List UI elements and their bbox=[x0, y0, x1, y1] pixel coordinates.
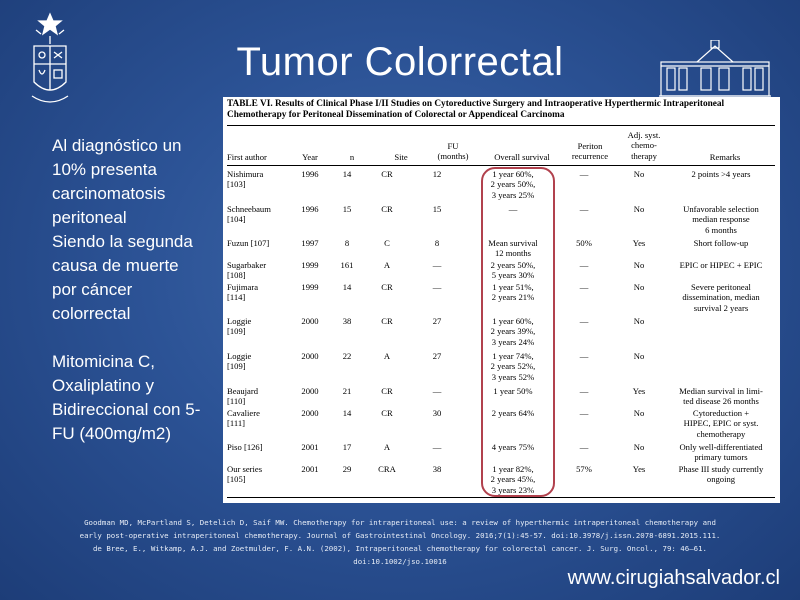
cell-author bbox=[227, 260, 295, 282]
caption-line: TABLE VI. Results of Clinical Phase I/II Studies on Cytoreductive Surgery and Intraoperative Hyperthermic Intraperitoneal bbox=[227, 99, 725, 109]
cell-line: Beaujard bbox=[227, 386, 259, 396]
text-line: carcinomatosis bbox=[52, 184, 166, 203]
cell-author bbox=[227, 169, 295, 204]
cell-fu: — bbox=[432, 386, 442, 396]
table-header-rule bbox=[227, 165, 775, 166]
cell-line: 1 year 82%, bbox=[492, 464, 534, 474]
cell-n: 22 bbox=[342, 351, 352, 361]
cell-year: 2000 bbox=[301, 316, 319, 326]
cell-site: CR bbox=[381, 282, 393, 292]
cell-adj: No bbox=[633, 260, 645, 270]
cell-site: A bbox=[383, 260, 391, 270]
cell-line: chemotherapy bbox=[696, 428, 746, 439]
text-line: Siendo la segunda bbox=[52, 232, 193, 251]
cell-site: CR bbox=[381, 204, 393, 214]
cell-periton: — bbox=[579, 204, 589, 214]
cell-line: primary tumors bbox=[694, 452, 748, 463]
cell-n: 38 bbox=[342, 316, 352, 326]
cell-fu: 12 bbox=[432, 169, 442, 179]
cell-adj: Yes bbox=[632, 464, 646, 474]
cell-line: Loggie bbox=[227, 351, 252, 361]
cell-remarks bbox=[667, 204, 775, 238]
cell-line: 2 years 50%, bbox=[490, 179, 536, 190]
table-caption bbox=[227, 99, 776, 121]
cell-line: [108] bbox=[227, 270, 246, 281]
slide-title: Tumor Colorrectal bbox=[236, 40, 564, 84]
cell-line: 1 year 60%, bbox=[492, 316, 534, 326]
cell-line: median response bbox=[692, 214, 750, 225]
cell-year: 2000 bbox=[301, 351, 319, 361]
reference-line: Goodman MD, McPartland S, Detelich D, Saif MW. Chemotherapy for intraperitoneal use: a review of hyperthermic intraperitoneal chemotherapy and bbox=[84, 518, 716, 527]
cell-line: Our series bbox=[227, 464, 263, 474]
text-line: Al diagnóstico un bbox=[52, 136, 182, 155]
cell-line: 2 years 50%, bbox=[490, 260, 536, 270]
header-remarks: Remarks bbox=[709, 152, 741, 162]
cell-year: 2000 bbox=[301, 408, 319, 418]
cell-fu: — bbox=[432, 260, 442, 270]
cell-periton: — bbox=[579, 282, 589, 292]
header-author: First author bbox=[227, 152, 267, 162]
cell-line: Short follow-up bbox=[693, 238, 749, 248]
left-summary-text bbox=[52, 134, 222, 470]
cell-line: Severe peritoneal bbox=[691, 282, 751, 292]
cell-line: survival 2 years bbox=[693, 302, 749, 313]
text-line: FU (400mg/m2) bbox=[52, 424, 172, 443]
cell-line: [104] bbox=[227, 214, 246, 225]
cell-line: 1 year 51%, bbox=[492, 282, 534, 292]
cell-fu: 38 bbox=[432, 464, 442, 474]
website-link[interactable]: www.cirugiahsalvador.cl bbox=[567, 567, 780, 589]
cell-periton: 50% bbox=[576, 238, 592, 248]
cell-site: CR bbox=[381, 386, 393, 396]
cell-author bbox=[227, 282, 295, 316]
cell-remarks bbox=[667, 282, 775, 316]
table-bottom-rule bbox=[227, 497, 775, 498]
cell-remarks bbox=[667, 464, 775, 499]
cell-line: 6 months bbox=[705, 224, 737, 235]
cell-fu: 8 bbox=[434, 238, 440, 248]
header-periton-line: Periton bbox=[577, 141, 603, 151]
cell-adj: No bbox=[633, 442, 645, 452]
cell-year: 2001 bbox=[301, 442, 319, 452]
cell-fu: — bbox=[432, 282, 442, 292]
cell-line: Unfavorable selection bbox=[683, 204, 759, 214]
cell-line: Fuzun [107] bbox=[227, 238, 270, 248]
cell-line: HIPEC, EPIC or syst. bbox=[683, 418, 759, 429]
cell-author bbox=[227, 316, 295, 351]
cell-year: 1997 bbox=[301, 238, 319, 248]
cell-author bbox=[227, 408, 295, 442]
cell-line: [114] bbox=[227, 292, 246, 303]
cell-fu: 27 bbox=[432, 351, 442, 361]
cell-periton: — bbox=[579, 442, 589, 452]
cell-author bbox=[227, 442, 295, 464]
cell-n: 14 bbox=[342, 282, 352, 292]
header-adj bbox=[619, 130, 669, 161]
cell-author bbox=[227, 238, 295, 260]
cell-line: Only well-differentiated bbox=[679, 442, 763, 452]
cell-remarks bbox=[667, 238, 775, 260]
cell-periton: — bbox=[579, 169, 589, 179]
cell-line: dissemination, median bbox=[682, 292, 760, 303]
cell-line: Cytoreduction + bbox=[692, 408, 750, 418]
cell-site: CR bbox=[381, 316, 393, 326]
cell-line: Phase III study currently bbox=[678, 464, 764, 474]
reference-line: de Bree, E., Witkamp, A.J. and Zoetmulder, F. A.N. (2002), Intraperitoneal chemotherapy for colorectal cancer. J. Surg. Oncol., 79: 46–61. bbox=[92, 544, 708, 553]
cell-line: [109] bbox=[227, 326, 246, 337]
cell-adj: Yes bbox=[632, 238, 646, 248]
text-line: Oxaliplatino y bbox=[52, 376, 155, 395]
cell-line: 1 year 50% bbox=[493, 386, 533, 396]
cell-remarks bbox=[667, 408, 775, 442]
cell-n: 14 bbox=[342, 169, 352, 179]
cell-fu: 30 bbox=[432, 408, 442, 418]
cell-periton: — bbox=[579, 408, 589, 418]
cell-line: Cavaliere bbox=[227, 408, 260, 418]
header-adj-line: chemo- bbox=[631, 140, 657, 151]
cell-adj: No bbox=[633, 204, 645, 214]
cell-n: 17 bbox=[342, 442, 352, 452]
cell-line: — bbox=[508, 204, 518, 214]
header-adj-line: Adj. syst. bbox=[627, 130, 661, 140]
cell-adj: No bbox=[633, 169, 645, 179]
cell-remarks bbox=[667, 169, 775, 204]
cell-year: 1999 bbox=[301, 260, 319, 270]
cell-line: 3 years 25% bbox=[491, 189, 535, 200]
cell-line: 2 points >4 years bbox=[691, 169, 751, 179]
cell-line: 5 years 30% bbox=[491, 270, 535, 281]
cell-line: Sugarbaker bbox=[227, 260, 267, 270]
cell-line: 3 years 24% bbox=[491, 336, 535, 347]
cell-line: 3 years 23% bbox=[491, 484, 535, 495]
cell-n: 8 bbox=[344, 238, 350, 248]
text-line: colorrectal bbox=[52, 304, 131, 323]
cell-adj: No bbox=[633, 351, 645, 361]
cell-adj: Yes bbox=[632, 386, 646, 396]
cell-n: 29 bbox=[342, 464, 352, 474]
reference-line: early post-operative intraperitoneal chemotherapy. Journal of Gastrointestinal Oncology. 2016;7(1):45-57. doi:10.3978/j.issn.2078-6891.2015.111. bbox=[79, 531, 721, 540]
cell-fu: 15 bbox=[432, 204, 442, 214]
header-year: Year bbox=[302, 152, 318, 162]
cell-adj: No bbox=[633, 408, 645, 418]
text-line: peritoneal bbox=[52, 208, 127, 227]
table-top-rule bbox=[227, 125, 775, 126]
header-n: n bbox=[349, 152, 355, 162]
header-periton bbox=[564, 141, 616, 162]
cell-periton: — bbox=[579, 386, 589, 396]
cell-site: A bbox=[383, 442, 391, 452]
cell-line: [110] bbox=[227, 396, 246, 407]
text-line: Mitomicina C, bbox=[52, 352, 155, 371]
cell-site: C bbox=[384, 238, 390, 248]
cell-line: 1 year 74%, bbox=[492, 351, 534, 361]
cell-site: A bbox=[383, 351, 391, 361]
header-periton-line: recurrence bbox=[571, 151, 609, 162]
cell-line: Median survival in limi- bbox=[679, 386, 763, 396]
treatment-paragraph bbox=[52, 350, 222, 446]
cell-n: 15 bbox=[342, 204, 352, 214]
cell-periton: 57% bbox=[576, 464, 592, 474]
cell-site: CR bbox=[381, 408, 393, 418]
cell-line: Mean survival bbox=[488, 238, 538, 248]
cell-line: 12 months bbox=[494, 248, 532, 259]
header-adj-line: therapy bbox=[631, 150, 657, 161]
cell-remarks bbox=[667, 316, 775, 351]
cell-line: [111] bbox=[227, 418, 245, 429]
cell-author bbox=[227, 386, 295, 408]
cell-line: 2 years 52%, bbox=[490, 361, 536, 372]
cell-line: Loggie bbox=[227, 316, 252, 326]
cell-line: 2 years 45%, bbox=[490, 474, 536, 485]
cell-line: ongoing bbox=[706, 474, 736, 485]
cell-year: 1996 bbox=[301, 169, 319, 179]
cell-line: 2 years 64% bbox=[491, 408, 535, 418]
cell-remarks bbox=[667, 351, 775, 386]
cell-periton: — bbox=[579, 351, 589, 361]
text-line: causa de muerte bbox=[52, 256, 179, 275]
cell-site: CRA bbox=[378, 464, 396, 474]
text-line: por cáncer bbox=[52, 280, 133, 299]
references bbox=[0, 516, 800, 568]
cell-fu: — bbox=[432, 442, 442, 452]
cell-author bbox=[227, 464, 295, 499]
cell-periton: — bbox=[579, 260, 589, 270]
cell-line: 2 years 39%, bbox=[490, 326, 536, 337]
survival-highlight-oval bbox=[481, 167, 555, 497]
cell-line: [109] bbox=[227, 361, 246, 372]
cell-adj: No bbox=[633, 282, 645, 292]
cell-line: ted disease 26 months bbox=[683, 396, 759, 407]
cell-year: 2000 bbox=[301, 386, 319, 396]
cell-line: Piso [126] bbox=[227, 442, 263, 452]
study-table-panel bbox=[223, 97, 780, 503]
cell-n: 161 bbox=[340, 260, 354, 270]
cell-line: 4 years 75% bbox=[491, 442, 535, 452]
cell-n: 21 bbox=[342, 386, 352, 396]
header-survival: Overall survival bbox=[494, 152, 550, 162]
cell-year: 1999 bbox=[301, 282, 319, 292]
reference-line: doi:10.1002/jso.10016 bbox=[353, 557, 447, 566]
header-fu bbox=[430, 141, 476, 162]
cell-line: Schneebaum bbox=[227, 204, 271, 214]
cell-line: 2 years 21% bbox=[491, 292, 535, 303]
cell-line: 3 years 52% bbox=[491, 371, 535, 382]
cell-line: EPIC or HIPEC + EPIC bbox=[679, 260, 763, 270]
cell-line: Nishimura bbox=[227, 169, 264, 179]
header-site: Site bbox=[394, 152, 408, 162]
header-fu-line: FU bbox=[447, 141, 459, 151]
cell-adj: No bbox=[633, 316, 645, 326]
cell-remarks bbox=[667, 386, 775, 408]
header-fu-line: (months) bbox=[437, 151, 469, 162]
cell-author bbox=[227, 351, 295, 386]
caption-line: Chemotherapy for Peritoneal Dissemination of Colorectal or Appendiceal Carcinoma bbox=[227, 110, 565, 120]
cell-periton: — bbox=[579, 316, 589, 326]
cell-n: 14 bbox=[342, 408, 352, 418]
cell-fu: 27 bbox=[432, 316, 442, 326]
diagnosis-paragraph bbox=[52, 134, 222, 326]
cell-line: [105] bbox=[227, 474, 246, 485]
cell-remarks bbox=[667, 260, 775, 282]
cell-year: 2001 bbox=[301, 464, 319, 474]
cell-line: 1 year 60%, bbox=[492, 169, 534, 179]
cell-line: [103] bbox=[227, 179, 246, 190]
cell-site: CR bbox=[381, 169, 393, 179]
cell-remarks bbox=[667, 442, 775, 464]
text-line: 10% presenta bbox=[52, 160, 157, 179]
cell-line: Fujimara bbox=[227, 282, 259, 292]
text-line: Bidireccional con 5- bbox=[52, 400, 201, 419]
cell-year: 1996 bbox=[301, 204, 319, 214]
cell-author bbox=[227, 204, 295, 238]
